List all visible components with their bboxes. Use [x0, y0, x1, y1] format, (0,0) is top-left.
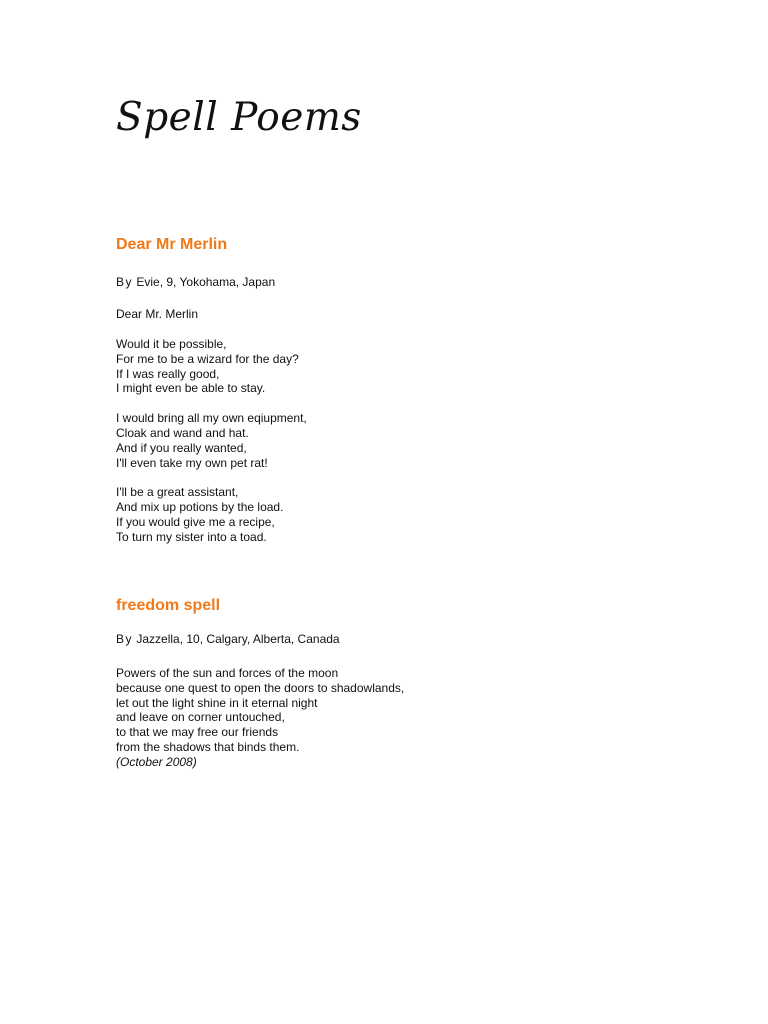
poem-line: let out the light shine in it eternal night — [116, 695, 318, 710]
poem-line: Cloak and wand and hat. — [116, 425, 249, 440]
poem-byline — [116, 275, 736, 290]
poem-line: To turn my sister into a toad. — [116, 529, 267, 544]
poem-line: Would it be possible, — [116, 337, 227, 351]
document-page — [116, 0, 736, 1024]
poem-line: I'll even take my own pet rat! — [116, 455, 268, 470]
poem-line: Powers of the sun and forces of the moon — [116, 666, 339, 680]
poem-line: And mix up potions by the load. — [116, 500, 284, 515]
poem-stanza — [116, 411, 736, 470]
poem-line: And if you really wanted, — [116, 440, 247, 455]
poem-line: to that we may free our friends — [116, 725, 279, 740]
poem-byline — [116, 632, 736, 647]
poem-line: I'll be a great assistant, — [116, 485, 239, 500]
poem-freedom-spell — [116, 595, 736, 770]
poem-line: because one quest to open the doors to shadowlands, — [116, 680, 405, 695]
poem-stanza — [116, 337, 736, 396]
poem-line: If you would give me a recipe, — [116, 514, 275, 529]
poem-line: and leave on corner untouched, — [116, 710, 285, 725]
poem-title: Dear Mr Merlin — [116, 236, 228, 253]
by-label: By — [116, 275, 134, 289]
by-label: By — [116, 632, 134, 646]
poem-salutation: Dear Mr. Merlin — [116, 307, 199, 321]
poem-dear-mr-merlin — [116, 234, 736, 545]
poem-line: I might even be able to stay. — [116, 381, 266, 396]
poem-stanza — [116, 485, 736, 544]
poem-author: Evie, 9, Yokohama, Japan — [136, 275, 276, 289]
poem-line: from the shadows that binds them. — [116, 739, 300, 754]
poem-stanza — [116, 666, 736, 770]
poem-line: For me to be a wizard for the day? — [116, 351, 299, 366]
document-title: Spell Poems — [116, 95, 362, 140]
poem-author: Jazzella, 10, Calgary, Alberta, Canada — [136, 632, 340, 646]
poem-line: I would bring all my own eqiupment, — [116, 411, 307, 426]
poem-line: If I was really good, — [116, 366, 220, 381]
poem-title: freedom spell — [116, 597, 221, 614]
poem-date-note: (October 2008) — [116, 754, 197, 769]
